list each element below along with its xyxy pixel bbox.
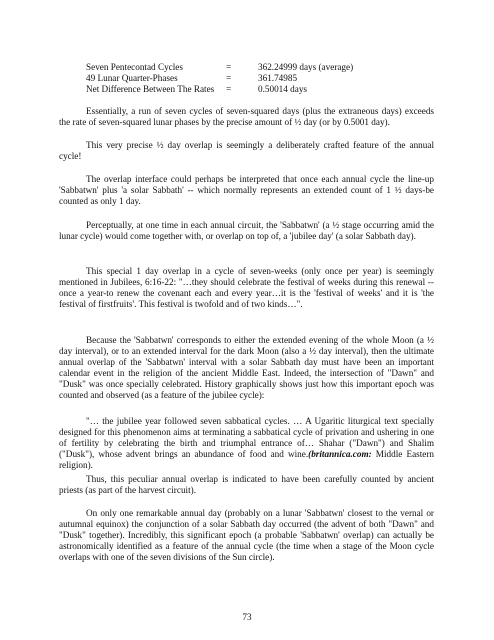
row-value: 0.50014 days xyxy=(258,84,307,94)
table-row xyxy=(86,84,353,95)
row-value: 361.74985 xyxy=(258,73,298,83)
table-row xyxy=(86,62,353,73)
row-value: 362.24999 days (average) xyxy=(258,62,354,72)
paragraph: Perceptually, at one time in each annual circuit, the 'Sabbatwn' (a ½ stage occurring amid the lunar cycle) would come together with, or overlap on top of, a 'jubilee day' (a solar Sabbath day). xyxy=(59,220,434,242)
row-label: Seven Pentecontad Cycles xyxy=(86,62,183,72)
paragraph: Thus, this peculiar annual overlap is indicated to have been carefully counted by ancient priests (as part of the harvest circuit). xyxy=(59,474,434,496)
paragraph: On only one remarkable annual day (probably on a lunar 'Sabbatwn' closest to the vernal or autumnal equinox) the conjunction of a solar Sabbath day occurred (the advent of both "Dawn" and "Dusk" together). Incredibly, this significant epoch (a probable 'Sabbatwn' overlap) can actually be astronomically identified as a feature of the annual cycle (the time when a stage of the Moon cycle overlaps with one of the seven divisions of the Sun circle). xyxy=(59,508,434,563)
table-row xyxy=(86,73,353,84)
row-operator: = xyxy=(226,84,232,94)
row-label: 49 Lunar Quarter-Phases xyxy=(86,73,178,83)
paragraph: This special 1 day overlap in a cycle of seven-weeks (only once per year) is seemingly mentioned in Jubilees, 6:16-22: "…they should celebrate the festival of weeks during this renewal -- once a year-to renew the covenant each and every year…it is the 'festival of weeks' and it is 'the festival of firstfruits'. This festival is twofold and of two kinds…". xyxy=(59,266,434,310)
row-operator: = xyxy=(226,73,232,83)
comparison-table xyxy=(86,62,353,95)
citation-source: (britannica.com: xyxy=(308,449,372,460)
quote-paragraph: "… the jubilee year followed seven sabbatical cycles. … A Ugaritic liturgical text specially designed for this phenomenon aims at terminating a sabbatical cycle of privation and ushering in one of fertility by celebrating the birth and triumphal entrance of… Shahar ("Dawn") and Shalim ("Dusk"), whose advent brings an abundance of food and wine.(britannica.com: Middle Eastern religion). xyxy=(59,416,435,471)
paragraph: The overlap interface could perhaps be interpreted that once each annual cycle the line-up 'Sabbatwn' plus 'a solar Sabbath' -- which normally represents an extended count of 1 ½ days-be counted as only 1 day. xyxy=(59,174,434,207)
row-label: Net Difference Between The Rates xyxy=(86,84,215,94)
row-operator: = xyxy=(226,62,232,72)
page-number: 73 xyxy=(242,612,252,622)
paragraph: Essentially, a run of seven cycles of seven-squared days (plus the extraneous days) exceeds the rate of seven-squared lunar phases by the precise amount of ½ day (or by 0.5001 day). xyxy=(59,106,434,128)
paragraph: Because the 'Sabbatwn' corresponds to either the extended evening of the whole Moon (a ½ day interval), or to an extended interval for the dark Moon (also a ½ day interval), then the ultimate annual overlap of the 'Sabbatwn' interval with a solar Sabbath day must have been an important calendar event in the religion of the ancient Middle East. Indeed, the intersection of "Dawn" and "Dusk" was once specially celebrated. History graphically shows just how this important epoch was counted and observed (as a feature of the jubilee cycle): xyxy=(59,335,434,401)
paragraph: This very precise ½ day overlap is seemingly a deliberately crafted feature of the annual cycle! xyxy=(59,140,434,162)
